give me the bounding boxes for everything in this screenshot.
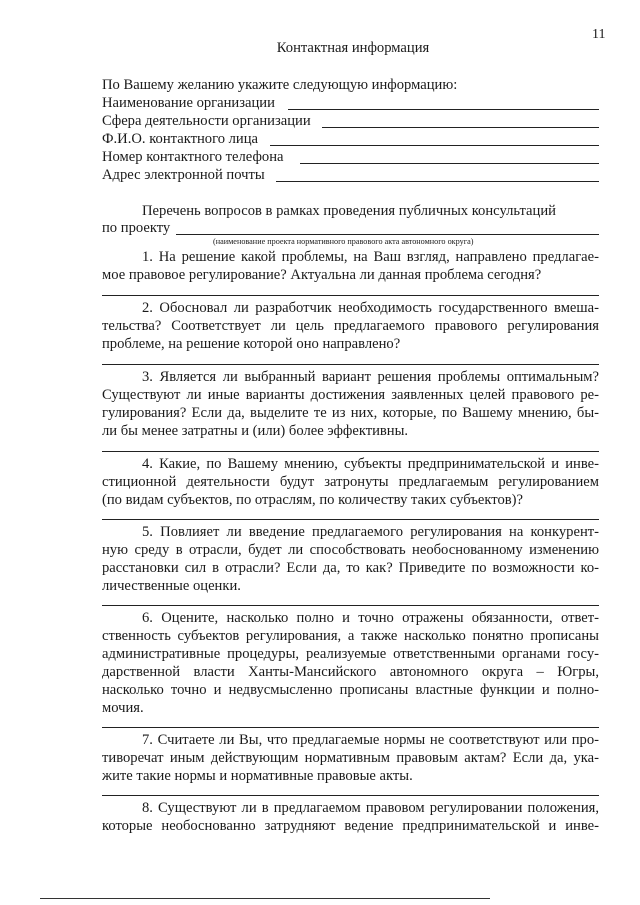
field-organization-blank[interactable] [288,109,599,110]
question-line: дарственной власти Ханты-Мансийского автономного округа – Югры, [102,664,599,680]
field-email-blank[interactable] [276,181,599,182]
question-line: ственность субъектов регулирования, а также насколько понятно прописаны [102,628,599,644]
question-8 [102,799,599,835]
field-contact-person-blank[interactable] [270,145,599,146]
question-line: мое правовое регулирование? Актуальна ли данная проблема сегодня? [102,267,542,283]
question-line: мочия. [102,700,144,716]
question-line: 5. Повлияет ли введение предлагаемого регулирования на конкурент- [142,524,599,540]
question-line: тельства? Соответствует ли цель предлагаемого правового регулирования [102,318,599,334]
question-line: ли бы менее затратны и (или) более эффективны. [102,423,409,439]
question-1 [102,248,599,284]
answer-line-1[interactable] [102,295,599,296]
question-line: стиционной деятельности будут затронуты предлагаемым регулированием [102,474,599,490]
question-6 [102,609,599,717]
question-line: 4. Какие, по Вашему мнению, субъекты предпринимательской и инве- [142,456,599,472]
question-line: Существуют ли иные варианты достижения заявленных целей правового ре- [102,387,599,403]
field-phone-blank[interactable] [300,163,599,164]
question-line: которые необоснованно затрудняют ведение предпринимательской и инве- [102,818,599,834]
question-line: 8. Существуют ли в предлагаемом правовом регулировании положения, [142,800,599,816]
answer-line-3[interactable] [102,451,599,452]
page-number: 11 [592,27,606,42]
question-line: ную среду в отрасли, будет ли способствовать необоснованному изменению [102,542,599,558]
answer-line-7[interactable] [102,795,599,796]
field-label-contact-person: Ф.И.О. контактного лица [102,131,259,147]
question-line: расстановки сил в отрасли? Если да, то как? Приведите по возможности ко- [102,560,599,576]
question-2 [102,299,599,353]
answer-line-5[interactable] [102,605,599,606]
question-line: жите такие нормы и нормативные правовые акты. [102,768,413,784]
field-label-email: Адрес электронной почты [102,167,265,183]
field-label-organization: Наименование организации [102,95,275,111]
project-name-blank[interactable] [176,234,599,235]
question-line: 6. Оцените, насколько полно и точно отражены обязанности, ответ- [142,610,599,626]
question-line: 1. На решение какой проблемы, на Ваш взгляд, направлено предлагае- [142,249,599,265]
intro-text: По Вашему желанию укажите следующую информацию: [102,77,458,93]
project-caption: (наименование проекта нормативного правового акта автономного округа) [213,237,474,246]
question-line: 3. Является ли выбранный вариант решения проблемы оптимальным? [142,369,599,385]
question-7 [102,731,599,785]
question-3 [102,368,599,440]
question-line: проблеме, на решение которой оно направлено? [102,336,401,352]
field-activity-blank[interactable] [322,127,599,128]
answer-line-2[interactable] [102,364,599,365]
question-line: административные процедуры, реализуемые ответственными органами госу- [102,646,599,662]
answer-line-6[interactable] [102,727,599,728]
question-line: тиворечат иным действующим нормативным правовым актам? Если да, ука- [102,750,599,766]
question-line: гулирования? Если да, выделите те из них, которые, по Вашему мнению, бы- [102,405,599,421]
question-line: 7. Считаете ли Вы, что предлагаемые нормы не соответствуют или про- [142,732,599,748]
project-label: по проекту [102,220,171,236]
consult-heading: Перечень вопросов в рамках проведения публичных консультаций [142,203,556,219]
field-label-phone: Номер контактного телефона [102,149,284,165]
answer-line-4[interactable] [102,519,599,520]
question-5 [102,523,599,595]
question-4 [102,455,599,509]
footer-rule [40,898,490,899]
question-line: насколько точно и недвусмысленно прописаны властные функции и полно- [102,682,599,698]
field-label-activity: Сфера деятельности организации [102,113,311,129]
question-line: 2. Обосновал ли разработчик необходимость государственного вмеша- [142,300,599,316]
question-line: личественные оценки. [102,578,241,594]
question-line: (по видам субъектов, по отраслям, по количеству таких субъектов)? [102,492,523,508]
page-title: Контактная информация [276,40,430,56]
